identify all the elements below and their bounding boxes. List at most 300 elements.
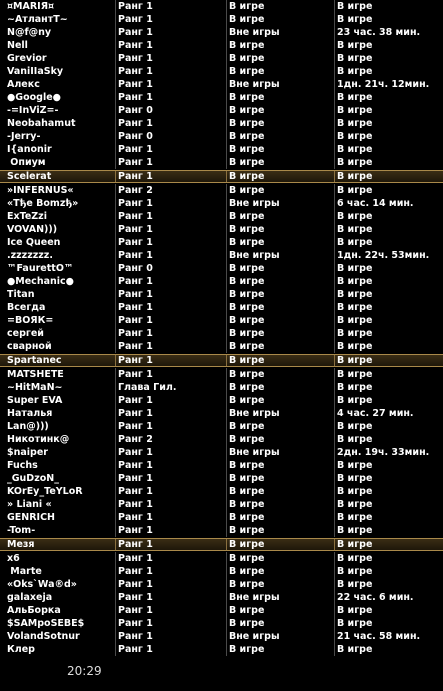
member-row[interactable] bbox=[0, 485, 443, 498]
member-last-online: В игре bbox=[337, 263, 373, 274]
member-last-online: В игре bbox=[337, 276, 373, 287]
column-divider bbox=[115, 104, 116, 117]
member-status: В игре bbox=[229, 171, 265, 182]
member-status: В игре bbox=[229, 644, 265, 655]
member-row[interactable] bbox=[0, 524, 443, 537]
member-last-online: В игре bbox=[337, 185, 373, 196]
member-last-online: В игре bbox=[337, 341, 373, 352]
member-rank: Ранг 0 bbox=[118, 263, 153, 274]
member-row[interactable] bbox=[0, 143, 443, 156]
column-divider bbox=[226, 91, 227, 104]
member-name: сергей bbox=[7, 328, 44, 339]
column-divider bbox=[115, 65, 116, 78]
member-name: «Tђe Bomzђ» bbox=[7, 198, 79, 209]
member-row-selected[interactable] bbox=[0, 170, 443, 183]
column-divider bbox=[226, 130, 227, 143]
member-name: ExTeZzi bbox=[7, 211, 47, 222]
member-name: KOrEy_TeYLoR bbox=[7, 486, 83, 497]
column-divider bbox=[115, 446, 116, 459]
column-divider bbox=[115, 197, 116, 210]
member-name: $naiper bbox=[7, 447, 48, 458]
member-row[interactable] bbox=[0, 643, 443, 656]
member-name: $SAMpoSEBE$ bbox=[7, 618, 85, 629]
member-row[interactable] bbox=[0, 368, 443, 381]
member-rank: Ранг 1 bbox=[118, 408, 153, 419]
member-row[interactable] bbox=[0, 0, 443, 13]
member-status: В игре bbox=[229, 382, 265, 393]
column-divider bbox=[226, 604, 227, 617]
column-divider bbox=[115, 565, 116, 578]
member-row[interactable] bbox=[0, 446, 443, 459]
member-name: Neobahamut bbox=[7, 118, 76, 129]
column-divider bbox=[226, 524, 227, 537]
member-name: ¤MARIЯ¤ bbox=[7, 1, 55, 12]
column-divider bbox=[115, 143, 116, 156]
member-status: В игре bbox=[229, 263, 265, 274]
member-last-online: В игре bbox=[337, 171, 373, 182]
member-last-online: В игре bbox=[337, 355, 373, 366]
column-divider bbox=[115, 485, 116, 498]
member-status: В игре bbox=[229, 185, 265, 196]
member-name: -Jerry- bbox=[7, 131, 41, 142]
member-row[interactable] bbox=[0, 498, 443, 511]
member-row[interactable] bbox=[0, 433, 443, 446]
member-status: В игре bbox=[229, 1, 265, 12]
member-name: ~АтлантТ~ bbox=[7, 14, 68, 25]
column-divider bbox=[115, 578, 116, 591]
member-row[interactable] bbox=[0, 236, 443, 249]
column-divider bbox=[334, 184, 335, 197]
member-rank: Ранг 2 bbox=[118, 185, 153, 196]
member-last-online: В игре bbox=[337, 105, 373, 116]
member-status: В игре bbox=[229, 605, 265, 616]
member-row[interactable] bbox=[0, 197, 443, 210]
column-divider bbox=[334, 327, 335, 340]
member-rank: Ранг 1 bbox=[118, 224, 153, 235]
member-name: Fuchs bbox=[7, 460, 38, 471]
column-divider bbox=[115, 617, 116, 630]
member-name: ●Mechanic● bbox=[7, 276, 74, 287]
column-divider bbox=[334, 539, 335, 550]
member-name: VolandSotnur bbox=[7, 631, 80, 642]
member-row[interactable] bbox=[0, 340, 443, 353]
column-divider bbox=[115, 314, 116, 327]
column-divider bbox=[115, 604, 116, 617]
member-last-online: В игре bbox=[337, 395, 373, 406]
member-row[interactable] bbox=[0, 604, 443, 617]
member-rank: Ранг 1 bbox=[118, 605, 153, 616]
member-status: В игре bbox=[229, 157, 265, 168]
member-status: В игре bbox=[229, 369, 265, 380]
column-divider bbox=[226, 368, 227, 381]
member-status: В игре bbox=[229, 289, 265, 300]
member-status: В игре bbox=[229, 105, 265, 116]
member-row[interactable] bbox=[0, 26, 443, 39]
member-status: В игре bbox=[229, 434, 265, 445]
member-name: Ice Queen bbox=[7, 237, 61, 248]
member-row[interactable] bbox=[0, 78, 443, 91]
member-rank: Ранг 1 bbox=[118, 421, 153, 432]
member-row[interactable] bbox=[0, 420, 443, 433]
column-divider bbox=[226, 65, 227, 78]
column-divider bbox=[226, 591, 227, 604]
column-divider bbox=[334, 0, 335, 13]
member-name: Наталья bbox=[7, 408, 53, 419]
member-row[interactable] bbox=[0, 511, 443, 524]
member-name: «Oks`Wa®d» bbox=[7, 579, 77, 590]
member-row[interactable] bbox=[0, 472, 443, 485]
column-divider bbox=[115, 210, 116, 223]
member-rank: Ранг 0 bbox=[118, 105, 153, 116]
member-row[interactable] bbox=[0, 184, 443, 197]
member-status: В игре bbox=[229, 341, 265, 352]
column-divider bbox=[334, 630, 335, 643]
member-last-online: В игре bbox=[337, 539, 373, 550]
column-divider bbox=[334, 130, 335, 143]
column-divider bbox=[115, 630, 116, 643]
column-divider bbox=[334, 643, 335, 656]
member-row[interactable] bbox=[0, 288, 443, 301]
member-row[interactable] bbox=[0, 130, 443, 143]
member-name: Spartanec bbox=[7, 355, 62, 366]
column-divider bbox=[334, 511, 335, 524]
column-divider bbox=[115, 472, 116, 485]
member-row-selected[interactable] bbox=[0, 354, 443, 367]
column-divider bbox=[115, 420, 116, 433]
member-last-online: В игре bbox=[337, 512, 373, 523]
column-divider bbox=[334, 301, 335, 314]
member-last-online: В игре bbox=[337, 460, 373, 471]
member-last-online: В игре bbox=[337, 369, 373, 380]
member-status: В игре bbox=[229, 224, 265, 235]
member-rank: Ранг 1 bbox=[118, 1, 153, 12]
member-last-online: В игре bbox=[337, 421, 373, 432]
member-last-online: В игре bbox=[337, 289, 373, 300]
member-row[interactable] bbox=[0, 381, 443, 394]
member-rank: Ранг 0 bbox=[118, 131, 153, 142]
member-name: =ВОЯК= bbox=[7, 315, 54, 326]
member-last-online: В игре bbox=[337, 14, 373, 25]
member-status: Вне игры bbox=[229, 79, 280, 90]
column-divider bbox=[226, 485, 227, 498]
column-divider bbox=[226, 617, 227, 630]
member-rank: Ранг 1 bbox=[118, 276, 153, 287]
member-last-online: В игре bbox=[337, 644, 373, 655]
member-name: N@f@ny bbox=[7, 27, 52, 38]
column-divider bbox=[115, 327, 116, 340]
member-rank: Ранг 1 bbox=[118, 302, 153, 313]
column-divider bbox=[334, 552, 335, 565]
column-divider bbox=[226, 78, 227, 91]
member-row[interactable] bbox=[0, 39, 443, 52]
column-divider bbox=[226, 511, 227, 524]
member-status: В игре bbox=[229, 40, 265, 51]
member-name: Всегда bbox=[7, 302, 46, 313]
member-status: В игре bbox=[229, 512, 265, 523]
member-rank: Ранг 1 bbox=[118, 171, 153, 182]
column-divider bbox=[115, 184, 116, 197]
column-divider bbox=[334, 407, 335, 420]
column-divider bbox=[115, 39, 116, 52]
member-row[interactable] bbox=[0, 314, 443, 327]
column-divider bbox=[115, 262, 116, 275]
column-divider bbox=[226, 394, 227, 407]
member-rank: Ранг 1 bbox=[118, 486, 153, 497]
column-divider bbox=[226, 355, 227, 366]
member-name: сварной bbox=[7, 341, 52, 352]
column-divider bbox=[334, 249, 335, 262]
column-divider bbox=[334, 117, 335, 130]
member-last-online: В игре bbox=[337, 434, 373, 445]
member-row[interactable] bbox=[0, 13, 443, 26]
member-status: В игре bbox=[229, 395, 265, 406]
member-rank: Глава Гил. bbox=[118, 382, 177, 393]
member-row[interactable] bbox=[0, 223, 443, 236]
member-last-online: В игре bbox=[337, 40, 373, 51]
column-divider bbox=[226, 552, 227, 565]
member-name: GENRICH bbox=[7, 512, 56, 523]
member-status: В игре bbox=[229, 144, 265, 155]
member-name: _GuDzoN_ bbox=[7, 473, 59, 484]
member-status: В игре bbox=[229, 53, 265, 64]
column-divider bbox=[334, 262, 335, 275]
member-status: Вне игры bbox=[229, 447, 280, 458]
member-name: .zzzzzzz. bbox=[7, 250, 53, 261]
column-divider bbox=[226, 249, 227, 262]
member-rank: Ранг 1 bbox=[118, 237, 153, 248]
column-divider bbox=[334, 91, 335, 104]
member-row[interactable] bbox=[0, 156, 443, 169]
column-divider bbox=[115, 355, 116, 366]
column-divider bbox=[334, 591, 335, 604]
member-last-online: В игре bbox=[337, 328, 373, 339]
member-status: Вне игры bbox=[229, 592, 280, 603]
member-rank: Ранг 1 bbox=[118, 355, 153, 366]
column-divider bbox=[115, 52, 116, 65]
column-divider bbox=[115, 552, 116, 565]
member-row[interactable] bbox=[0, 459, 443, 472]
member-last-online: В игре bbox=[337, 315, 373, 326]
member-row[interactable] bbox=[0, 578, 443, 591]
column-divider bbox=[115, 459, 116, 472]
member-row[interactable] bbox=[0, 275, 443, 288]
member-row[interactable] bbox=[0, 249, 443, 262]
member-last-online: В игре bbox=[337, 1, 373, 12]
member-rank: Ранг 1 bbox=[118, 40, 153, 51]
member-name: Scelerat bbox=[7, 171, 52, 182]
column-divider bbox=[334, 78, 335, 91]
column-divider bbox=[226, 0, 227, 13]
column-divider bbox=[115, 591, 116, 604]
member-status: Вне игры bbox=[229, 198, 280, 209]
member-status: Вне игры bbox=[229, 408, 280, 419]
column-divider bbox=[334, 340, 335, 353]
member-row[interactable] bbox=[0, 117, 443, 130]
member-name: »INFERNUS« bbox=[7, 185, 74, 196]
member-rank: Ранг 1 bbox=[118, 539, 153, 550]
member-last-online: В игре bbox=[337, 618, 373, 629]
member-last-online: В игре bbox=[337, 553, 373, 564]
member-row-selected[interactable] bbox=[0, 538, 443, 551]
member-rank: Ранг 1 bbox=[118, 118, 153, 129]
column-divider bbox=[115, 156, 116, 169]
member-rank: Ранг 1 bbox=[118, 198, 153, 209]
column-divider bbox=[226, 156, 227, 169]
column-divider bbox=[115, 13, 116, 26]
column-divider bbox=[226, 13, 227, 26]
member-status: В игре bbox=[229, 66, 265, 77]
member-status: В игре bbox=[229, 579, 265, 590]
member-status: В игре bbox=[229, 237, 265, 248]
member-name: VOVAN))) bbox=[7, 224, 58, 235]
member-row[interactable] bbox=[0, 65, 443, 78]
member-last-online: В игре bbox=[337, 131, 373, 142]
column-divider bbox=[115, 524, 116, 537]
member-status: В игре bbox=[229, 92, 265, 103]
column-divider bbox=[115, 433, 116, 446]
status-bar bbox=[0, 660, 443, 691]
column-divider bbox=[226, 26, 227, 39]
member-last-online: 6 час. 14 мин. bbox=[337, 198, 414, 209]
member-name: Nell bbox=[7, 40, 28, 51]
member-rank: Ранг 2 bbox=[118, 434, 153, 445]
column-divider bbox=[334, 275, 335, 288]
member-status: В игре bbox=[229, 566, 265, 577]
member-row[interactable] bbox=[0, 630, 443, 643]
member-last-online: 4 час. 27 мин. bbox=[337, 408, 414, 419]
member-row[interactable] bbox=[0, 565, 443, 578]
member-name: ™FaurettO™ bbox=[7, 263, 74, 274]
member-row[interactable] bbox=[0, 327, 443, 340]
column-divider bbox=[334, 65, 335, 78]
member-row[interactable] bbox=[0, 394, 443, 407]
member-rank: Ранг 1 bbox=[118, 499, 153, 510]
member-rank: Ранг 1 bbox=[118, 553, 153, 564]
member-last-online: В игре bbox=[337, 118, 373, 129]
column-divider bbox=[334, 394, 335, 407]
member-row[interactable] bbox=[0, 210, 443, 223]
member-rank: Ранг 1 bbox=[118, 579, 153, 590]
column-divider bbox=[226, 340, 227, 353]
member-status: В игре bbox=[229, 14, 265, 25]
member-last-online: В игре bbox=[337, 605, 373, 616]
column-divider bbox=[226, 539, 227, 550]
member-rank: Ранг 1 bbox=[118, 618, 153, 629]
column-divider bbox=[334, 314, 335, 327]
member-row[interactable] bbox=[0, 552, 443, 565]
column-divider bbox=[226, 446, 227, 459]
column-divider bbox=[115, 407, 116, 420]
member-rank: Ранг 1 bbox=[118, 66, 153, 77]
member-name: Super EVA bbox=[7, 395, 63, 406]
member-last-online: В игре bbox=[337, 92, 373, 103]
column-divider bbox=[334, 524, 335, 537]
column-divider bbox=[226, 236, 227, 249]
column-divider bbox=[226, 472, 227, 485]
column-divider bbox=[226, 223, 227, 236]
member-row[interactable] bbox=[0, 104, 443, 117]
column-divider bbox=[334, 39, 335, 52]
column-divider bbox=[226, 643, 227, 656]
member-rank: Ранг 1 bbox=[118, 525, 153, 536]
column-divider bbox=[226, 143, 227, 156]
member-rank: Ранг 1 bbox=[118, 631, 153, 642]
column-divider bbox=[226, 578, 227, 591]
member-status: В игре bbox=[229, 473, 265, 484]
column-divider bbox=[115, 498, 116, 511]
member-name: MATSHETE bbox=[7, 369, 64, 380]
column-divider bbox=[226, 104, 227, 117]
column-divider bbox=[334, 210, 335, 223]
member-name: x6 bbox=[7, 553, 20, 564]
column-divider bbox=[334, 433, 335, 446]
member-row[interactable] bbox=[0, 91, 443, 104]
member-name: АльБорка bbox=[7, 605, 61, 616]
column-divider bbox=[334, 446, 335, 459]
column-divider bbox=[334, 459, 335, 472]
column-divider bbox=[115, 130, 116, 143]
column-divider bbox=[226, 407, 227, 420]
column-divider bbox=[115, 249, 116, 262]
column-divider bbox=[226, 459, 227, 472]
column-divider bbox=[334, 498, 335, 511]
member-status: Вне игры bbox=[229, 27, 280, 38]
column-divider bbox=[115, 236, 116, 249]
column-divider bbox=[334, 13, 335, 26]
column-divider bbox=[334, 171, 335, 182]
member-status: В игре bbox=[229, 211, 265, 222]
column-divider bbox=[334, 368, 335, 381]
member-last-online: В игре bbox=[337, 579, 373, 590]
member-row[interactable] bbox=[0, 301, 443, 314]
member-status: В игре bbox=[229, 460, 265, 471]
column-divider bbox=[115, 91, 116, 104]
member-rank: Ранг 1 bbox=[118, 14, 153, 25]
column-divider bbox=[115, 394, 116, 407]
member-row[interactable] bbox=[0, 407, 443, 420]
member-last-online: 21 час. 58 мин. bbox=[337, 631, 421, 642]
member-status: В игре bbox=[229, 315, 265, 326]
column-divider bbox=[226, 420, 227, 433]
member-name: Lan@))) bbox=[7, 421, 49, 432]
member-status: В игре bbox=[229, 539, 265, 550]
member-status: В игре bbox=[229, 328, 265, 339]
column-divider bbox=[334, 288, 335, 301]
member-name: ●Google● bbox=[7, 92, 61, 103]
member-rank: Ранг 1 bbox=[118, 395, 153, 406]
column-divider bbox=[334, 104, 335, 117]
column-divider bbox=[334, 381, 335, 394]
member-row[interactable] bbox=[0, 262, 443, 275]
column-divider bbox=[334, 565, 335, 578]
member-row[interactable] bbox=[0, 617, 443, 630]
column-divider bbox=[226, 52, 227, 65]
column-divider bbox=[226, 197, 227, 210]
column-divider bbox=[115, 368, 116, 381]
member-row[interactable] bbox=[0, 52, 443, 65]
member-row[interactable] bbox=[0, 591, 443, 604]
member-last-online: 2дн. 19ч. 33мин. bbox=[337, 447, 430, 458]
column-divider bbox=[115, 117, 116, 130]
member-name: Алекс bbox=[7, 79, 40, 90]
column-divider bbox=[115, 26, 116, 39]
column-divider bbox=[334, 26, 335, 39]
column-divider bbox=[226, 171, 227, 182]
member-rank: Ранг 1 bbox=[118, 79, 153, 90]
column-divider bbox=[226, 630, 227, 643]
column-divider bbox=[334, 604, 335, 617]
column-divider bbox=[115, 78, 116, 91]
